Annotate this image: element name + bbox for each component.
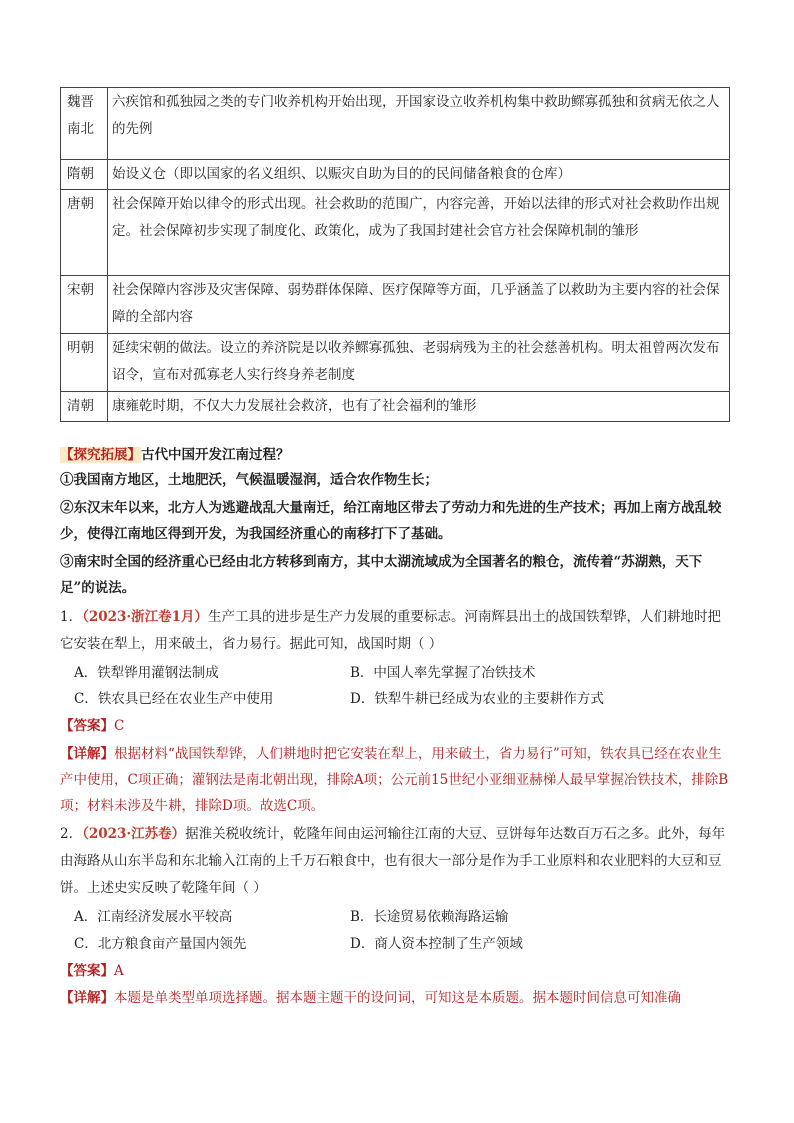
table-row (61, 88, 730, 160)
option-c: C．铁农具已经在农业生产中使用 (74, 691, 274, 707)
question-1-answer (60, 713, 730, 740)
question-1-options-row-1 (60, 660, 730, 687)
question-text: 据淮关税收统计，乾隆年间由运河输往江南的大豆、豆饼每年达数百万石之多。此外，每年由海路从山东半岛和东北输入江南的上千万石粮食中，也有很大一部分是作为手工业原料和农业肥料的大豆和豆饼。上述史实反映了乾隆年间（ ） (60, 826, 726, 896)
option-a: A．江南经济发展水平较高 (74, 909, 233, 925)
table-row (61, 190, 730, 276)
table-row (61, 160, 730, 190)
question-number: 2． (60, 826, 83, 842)
option-b: B．中国人率先掌握了冶铁技术 (350, 665, 536, 681)
desc-cell: 社会保障开始以律令的形式出现。社会救助的范围广，内容完善，开始以法律的形式对社会救助作出规定。社会保障初步实现了制度化、政策化，成为了我国封建社会官方社会保障机制的雏形 (108, 190, 730, 276)
era-cell: 宋朝 (61, 276, 108, 334)
explore-point-1: ①我国南方地区，土地肥沃，气候温暖湿润，适合农作物生长； (60, 472, 438, 488)
question-text: 生产工具的进步是生产力发展的重要标志。河南辉县出土的战国铁犁铧，人们耕地时把它安装在犁上，用来破土，省力易行。据此可知，战国时期（ ） (60, 609, 722, 652)
era-cell: 隋朝 (61, 160, 108, 190)
desc-cell: 延续宋朝的做法。设立的养济院是以收养鳏寡孤独、老弱病残为主的社会慈善机构。明太祖曾两次发布诏令，宣布对孤寡老人实行终身养老制度 (108, 334, 730, 392)
option-b: B．长途贸易依赖海路运输 (350, 909, 509, 925)
question-source: （2023·浙江卷1月） (82, 609, 209, 625)
era-cell: 清朝 (61, 392, 108, 422)
explore-title: 古代中国开发江南过程？ (141, 447, 290, 463)
detail-text: 本题是单类型单项选择题。据本题主题干的设问词，可知这是本质题。据本题时间信息可知准确 (114, 990, 681, 1006)
table-row (61, 334, 730, 392)
detail-tag: 【详解】 (60, 746, 114, 762)
question-1-stem (60, 604, 730, 658)
table-row (61, 276, 730, 334)
question-2-detail (60, 985, 730, 1011)
question-1-detail (60, 741, 730, 819)
answer-tag: 【答案】 (60, 963, 114, 979)
explore-heading (60, 443, 730, 463)
detail-text: 根据材料“战国铁犁铧，人们耕地时把它安装在犁上，用来破土，省力易行”可知，铁农具已经在农业生产中使用，C项正确；灌钢法是南北朝出现，排除A项；公元前15世纪小亚细亚赫梯人最早掌握冶铁技术，排除B项；材料未涉及牛耕，排除D项。故选C项。 (60, 746, 729, 814)
question-source: （2023·江苏卷） (82, 826, 186, 842)
desc-cell: 六疾馆和孤独园之类的专门收养机构开始出现，开国家设立收养机构集中救助鳏寡孤独和贫病无依之人的先例 (108, 88, 730, 160)
question-number: 1． (60, 609, 83, 625)
answer-tag: 【答案】 (60, 718, 114, 734)
answer-value: C (114, 718, 125, 734)
explore-point-3: ③南宋时全国的经济重心已经由北方转移到南方，其中太湖流域成为全国著名的粮仓，流传着“苏湖熟，天下足”的说法。 (60, 554, 703, 596)
detail-tag: 【详解】 (60, 990, 114, 1006)
question-1-options-row-2 (60, 686, 730, 713)
option-c: C．北方粮食亩产量国内领先 (74, 936, 247, 952)
desc-cell: 始设义仓（即以国家的名义组织、以赈灾自助为目的的民间储备粮食的仓库） (108, 160, 730, 190)
question-2-answer (60, 958, 730, 985)
explore-label: 【探究拓展】 (60, 447, 141, 463)
desc-cell: 康雍乾时期，不仅大力发展社会救济，也有了社会福利的雏形 (108, 392, 730, 422)
option-a: A．铁犁铧用灌钢法制成 (74, 665, 219, 681)
era-cell: 明朝 (61, 334, 108, 392)
explore-point-2: ②东汉末年以来，北方人为逃避战乱大量南迁，给江南地区带去了劳动力和先进的生产技术；再加上南方战乱较少，使得江南地区得到开发，为我国经济重心的南移打下了基础。 (60, 500, 722, 542)
question-2-options-row-1 (60, 904, 730, 931)
option-d: D．商人资本控制了生产领域 (350, 936, 523, 952)
answer-value: A (114, 963, 124, 979)
desc-cell: 社会保障内容涉及灾害保障、弱势群体保障、医疗保障等方面，几乎涵盖了以救助为主要内容的社会保障的全部内容 (108, 276, 730, 334)
question-2-options-row-2 (60, 931, 730, 958)
history-table (60, 87, 730, 422)
question-2-stem (60, 821, 730, 902)
option-d: D．铁犁牛耕已经成为农业的主要耕作方式 (350, 691, 604, 707)
era-cell: 唐朝 (61, 190, 108, 276)
table-row (61, 392, 730, 422)
era-cell: 魏晋南北 (61, 88, 108, 160)
